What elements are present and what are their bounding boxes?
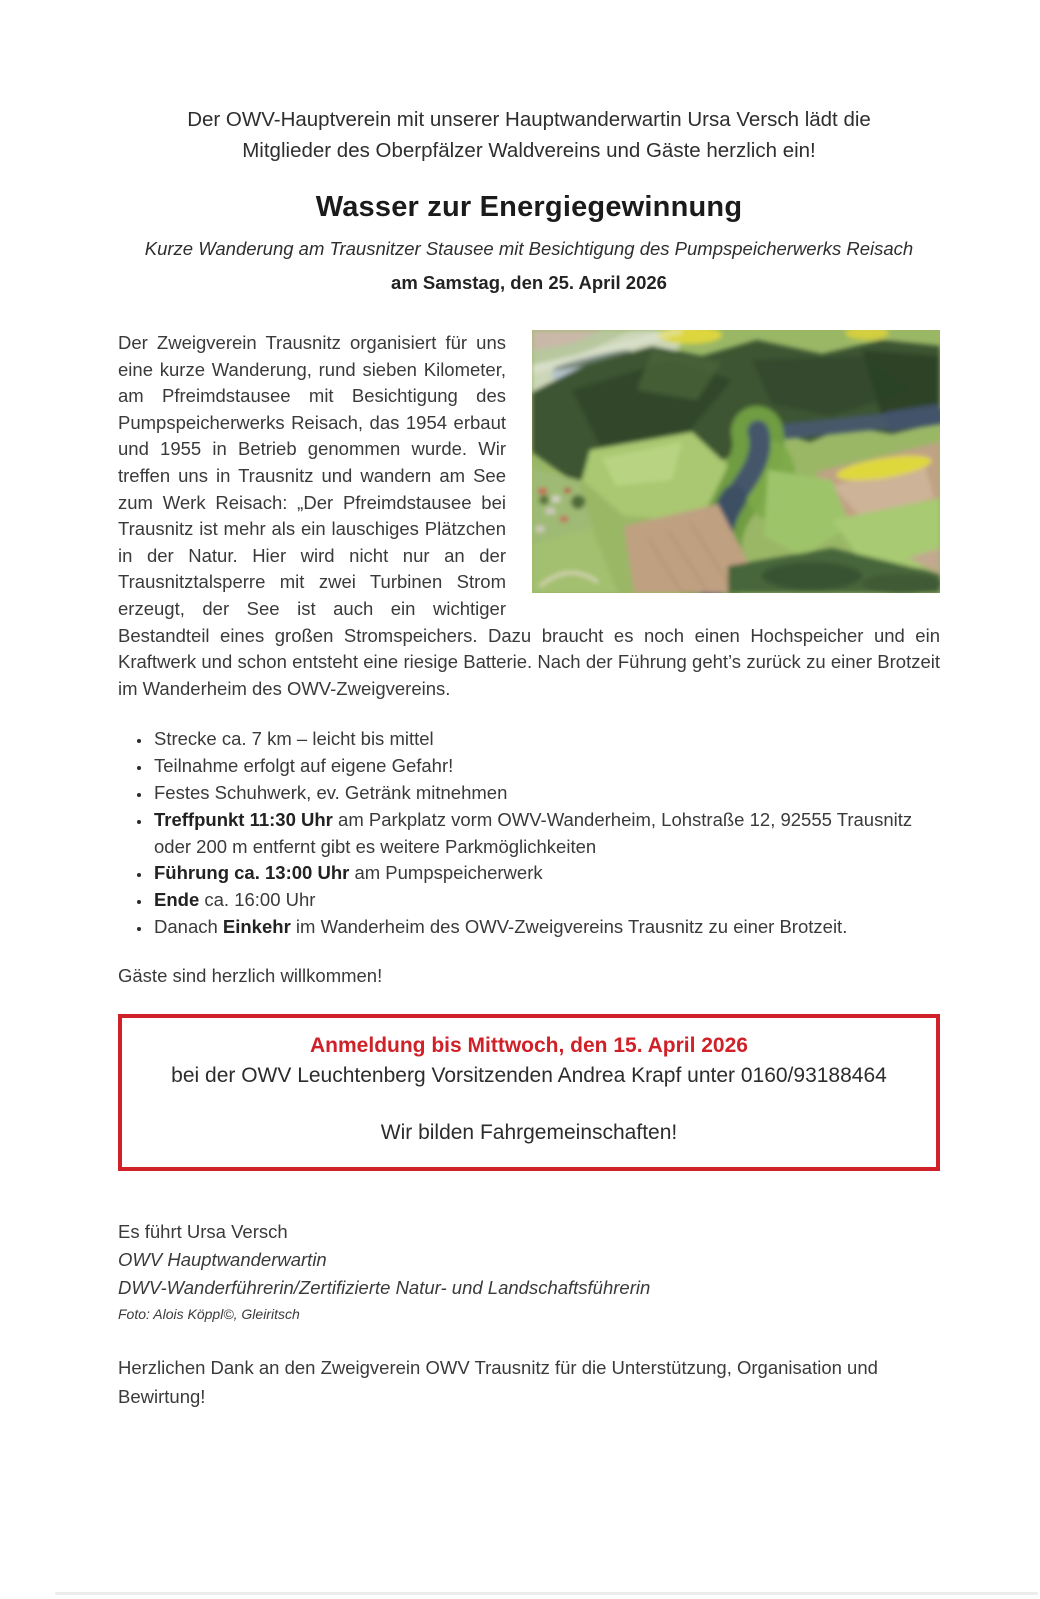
thanks-line: Herzlichen Dank an den Zweigverein OWV Trausnitz für die Unterstützung, Organisation und Bewirtung!	[118, 1356, 878, 1407]
masthead-line-1: Der OWV-Hauptverein mit unserer Hauptwanderwartin Ursa Versch lädt die	[187, 108, 871, 131]
list-item: • Führung ca. 13:00 Uhr am Pumpspeicherwerk	[152, 860, 940, 887]
signup-deadline: Anmeldung bis Mittwoch, den 15. April 2026	[310, 1033, 748, 1057]
aerial-photo-graphic	[532, 330, 940, 593]
list-item: • Teilnahme erfolgt auf eigene Gefahr!	[152, 753, 940, 780]
carpool-note: Wir bilden Fahrgemeinschaften!	[380, 1120, 678, 1144]
footer	[118, 1218, 940, 1411]
list-item: • Festes Schuhwerk, ev. Getränk mitnehmen	[152, 780, 940, 807]
signup-box	[118, 1014, 940, 1171]
intro-paragraph: Der Zweigverein Trausnitz organisiert für uns eine kurze Wanderung, rund sieben Kilometer, am Pfreimdstausee mit Besichtigung des Pumpspeicherwerks Reisach, das 1954 erbaut und 1955 in Betrieb genommen wurde. Wir treffen uns in Trausnitz und wandern am See zum Werk Reisach: „Der Pfreimdstausee bei Trausnitz ist mehr als ein lauschiges Plätzchen in der Natur. Hier wird nicht nur an der Trausnitztalsperre mit zwei Turbinen Strom erzeugt, der See ist auch ein wichtiger Bestandteil eines großen Stromspeichers. Dazu braucht es noch einen Hochspeicher und ein Kraftwerk und schon entsteht eine riesige Batterie. Nach der Führung geht’s zurück zu einer Brotzeit im Wanderheim des OWV-Zweigvereins.	[118, 332, 940, 699]
leader-role-2: DWV-Wanderführerin/Zertifizierte Natur- und Landschaftsführerin	[118, 1276, 651, 1298]
masthead	[118, 104, 940, 166]
list-item: • Ende ca. 16:00 Uhr	[152, 887, 940, 914]
list-item: • Treffpunkt 11:30 Uhr am Parkplatz vorm OWV-Wanderheim, Lohstraße 12, 92555 Trausnitz oder 200 m entfernt gibt es weitere Parkmöglichkeiten	[152, 807, 940, 861]
flyer-page	[0, 104, 1040, 1599]
page-bottom-edge	[55, 1592, 1038, 1595]
photo-credit: Foto: Alois Köppl©, Gleiritsch	[118, 1305, 300, 1322]
event-details	[118, 726, 940, 940]
leader-role-1: OWV Hauptwanderwartin	[118, 1248, 327, 1270]
masthead-line-2: Mitglieder des Oberpfälzer Waldvereins und Gäste herzlich ein!	[242, 139, 816, 162]
event-date: am Samstag, den 25. April 2026	[391, 272, 667, 293]
list-item: • Danach Einkehr im Wanderheim des OWV-Zweigvereins Trausnitz zu einer Brotzeit.	[152, 914, 940, 941]
page-title: Wasser zur Energiegewinnung	[315, 191, 743, 223]
leader-line: Es führt Ursa Versch	[118, 1220, 288, 1242]
guests-welcome-line: Gäste sind herzlich willkommen!	[118, 964, 383, 986]
intro-section	[118, 330, 940, 702]
list-item: • Strecke ca. 7 km – leicht bis mittel	[152, 726, 940, 753]
info-bullet-list	[118, 726, 940, 940]
subtitle: Kurze Wanderung am Trausnitzer Stausee mit Besichtigung des Pumpspeicherwerks Reisach	[144, 238, 914, 259]
signup-contact: bei der OWV Leuchtenberg Vorsitzenden Andrea Krapf unter 0160/93188464	[171, 1063, 887, 1087]
aerial-photo	[532, 330, 940, 593]
